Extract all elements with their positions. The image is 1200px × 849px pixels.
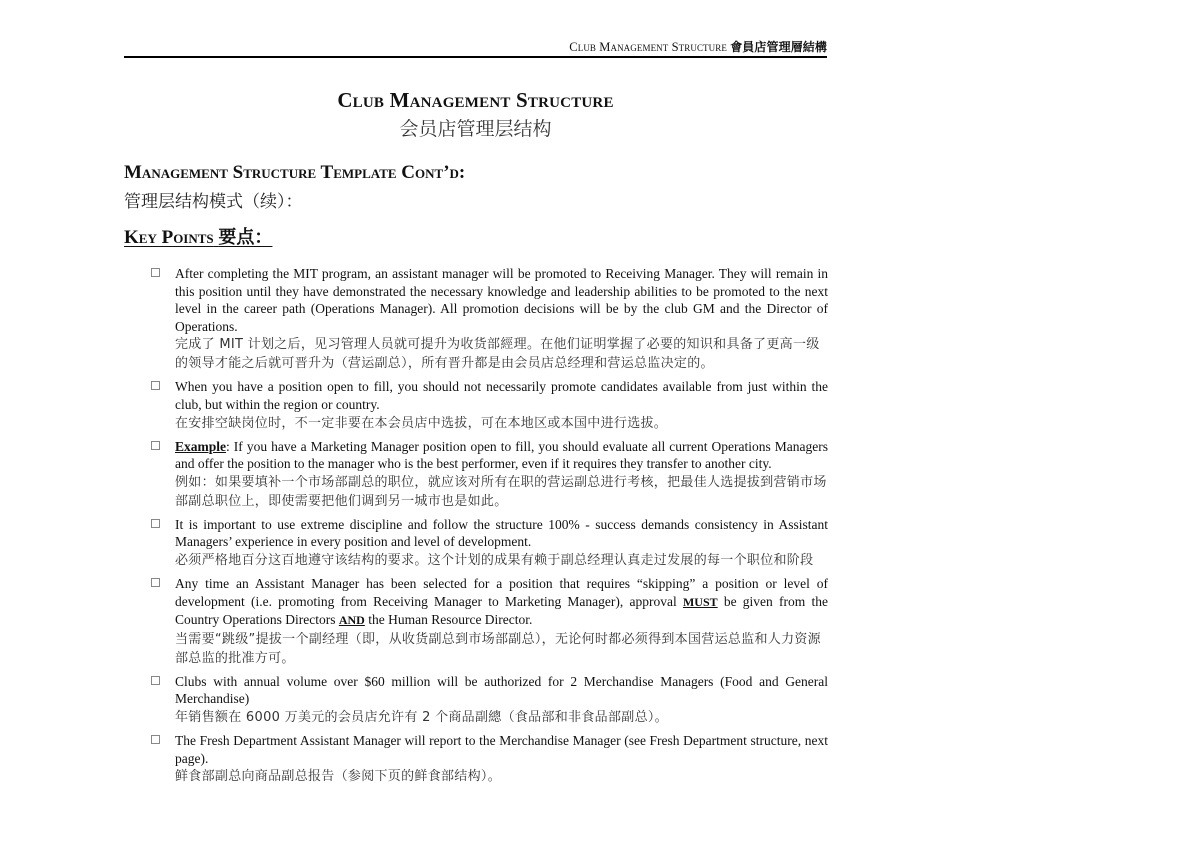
list-item	[148, 732, 828, 786]
list-item	[148, 575, 828, 668]
key-points-label-zh: 要点：	[218, 227, 273, 248]
checkbox-bullet-icon	[151, 735, 160, 744]
list-item	[148, 516, 828, 570]
key-points-heading	[124, 223, 272, 249]
example-text: : If you have a Marketing Manager position open to fill, you should evaluate all current Operations Managers and offer the position to the manager who is the best performer, even if it requires they transfer to another city.	[175, 438, 828, 472]
checkbox-bullet-icon	[151, 441, 160, 450]
bullet-text-zh: 必须严格地百分这百地遵守该结构的要求。这个计划的成果有赖于副总经理认真走过发展的每一个职位和阶段	[175, 552, 814, 568]
bullet-text-en: When you have a position open to fill, you should not necessarily promote candidates available from just within the club, but within the region or country.	[175, 379, 828, 412]
checkbox-bullet-icon	[151, 676, 160, 685]
key-points-label: Key Points	[124, 227, 214, 248]
list-item	[148, 438, 828, 511]
bullet-text-zh: 当需要“跳级”提拔一个副经理（即，从收货副总到市场部副总），无论何时都必须得到本国营运总监和人力资源部总监的批准方可。	[175, 631, 821, 666]
bullet-text-en: After completing the MIT program, an assistant manager will be promoted to Receiving Manager. They will remain in this position until they have demonstrated the necessary knowledge and leadership abilities to be promoted to the next level in the career path (Operations Manager). All promotion decisions will be by the club GM and the Director of Operations.	[175, 266, 828, 334]
list-item	[148, 265, 828, 373]
bullet-text-en	[175, 575, 828, 630]
bullet-text-en: It is important to use extreme discipline and follow the structure 100% - success demands consistency in Assistant Managers’ experience in every position and level of development.	[175, 516, 828, 550]
skipping-text-part1: Any time an Assistant Manager has been selected for a position that requires “skipping” a position or level of development (i.e. promoting from Receiving Manager to Marketing Manager), approval	[175, 575, 828, 609]
bullet-text-zh: 完成了 MIT 计划之后，见习管理人员就可提升为收货部經理。在他们证明掌握了必要的知识和具备了更高一级的领导才能之后就可晋升为（营运副总），所有晋升都是由会员店总经理和营运总监决定的。	[175, 337, 820, 372]
running-header-title-zh: 會員店管理層結構	[730, 40, 827, 54]
checkbox-bullet-icon	[151, 381, 160, 390]
running-header	[124, 38, 827, 55]
running-header-title: Club Management Structure	[569, 40, 727, 54]
bullet-text-en	[175, 438, 828, 473]
bullet-text-zh: 在安排空缺岗位时，不一定非要在本会员店中选拔，可在本地区或本国中进行选拔。	[175, 415, 668, 431]
skipping-text-part3: the Human Resource Director.	[364, 612, 533, 628]
bullet-text-zh: 鲜食部副总向商品副总报告（参阅下页的鲜食部结构）。	[175, 769, 502, 785]
example-label: Example	[175, 438, 227, 454]
checkbox-bullet-icon	[151, 578, 160, 587]
list-item	[148, 378, 828, 432]
header-rule	[124, 56, 827, 58]
and-emphasis: AND	[338, 613, 365, 628]
checkbox-bullet-icon	[151, 519, 160, 528]
bullet-text-zh: 年销售额在 6000 万美元的会员店允许有 2 个商品副總（食品部和非食品部副总）。	[175, 709, 668, 725]
bullet-text-zh: 例如：如果要填补一个市场部副总的职位，就应该对所有在职的营运副总进行考核，把最佳人选提拔到营销市场部副总职位上，即使需要把他们调到另一城市也是如此。	[175, 474, 827, 509]
key-points-list	[148, 265, 828, 791]
document-title-zh: 会员店管理层结构	[399, 118, 552, 140]
section-title: Management Structure Template Cont’d:	[124, 162, 466, 183]
section-title-zh: 管理层结构模式（续）：	[124, 192, 303, 212]
bullet-text-en: Clubs with annual volume over $60 million will be authorized for 2 Merchandise Managers (Food and General Merchandise)	[175, 673, 828, 707]
checkbox-bullet-icon	[151, 268, 160, 277]
bullet-text-en: The Fresh Department Assistant Manager will report to the Merchandise Manager (see Fresh Department structure, next page).	[175, 732, 828, 766]
skipping-text-part2: be given from the Country Operations Directors	[175, 593, 828, 628]
document-title: Club Management Structure	[337, 88, 614, 112]
list-item	[148, 673, 828, 727]
must-emphasis: MUST	[682, 594, 718, 609]
